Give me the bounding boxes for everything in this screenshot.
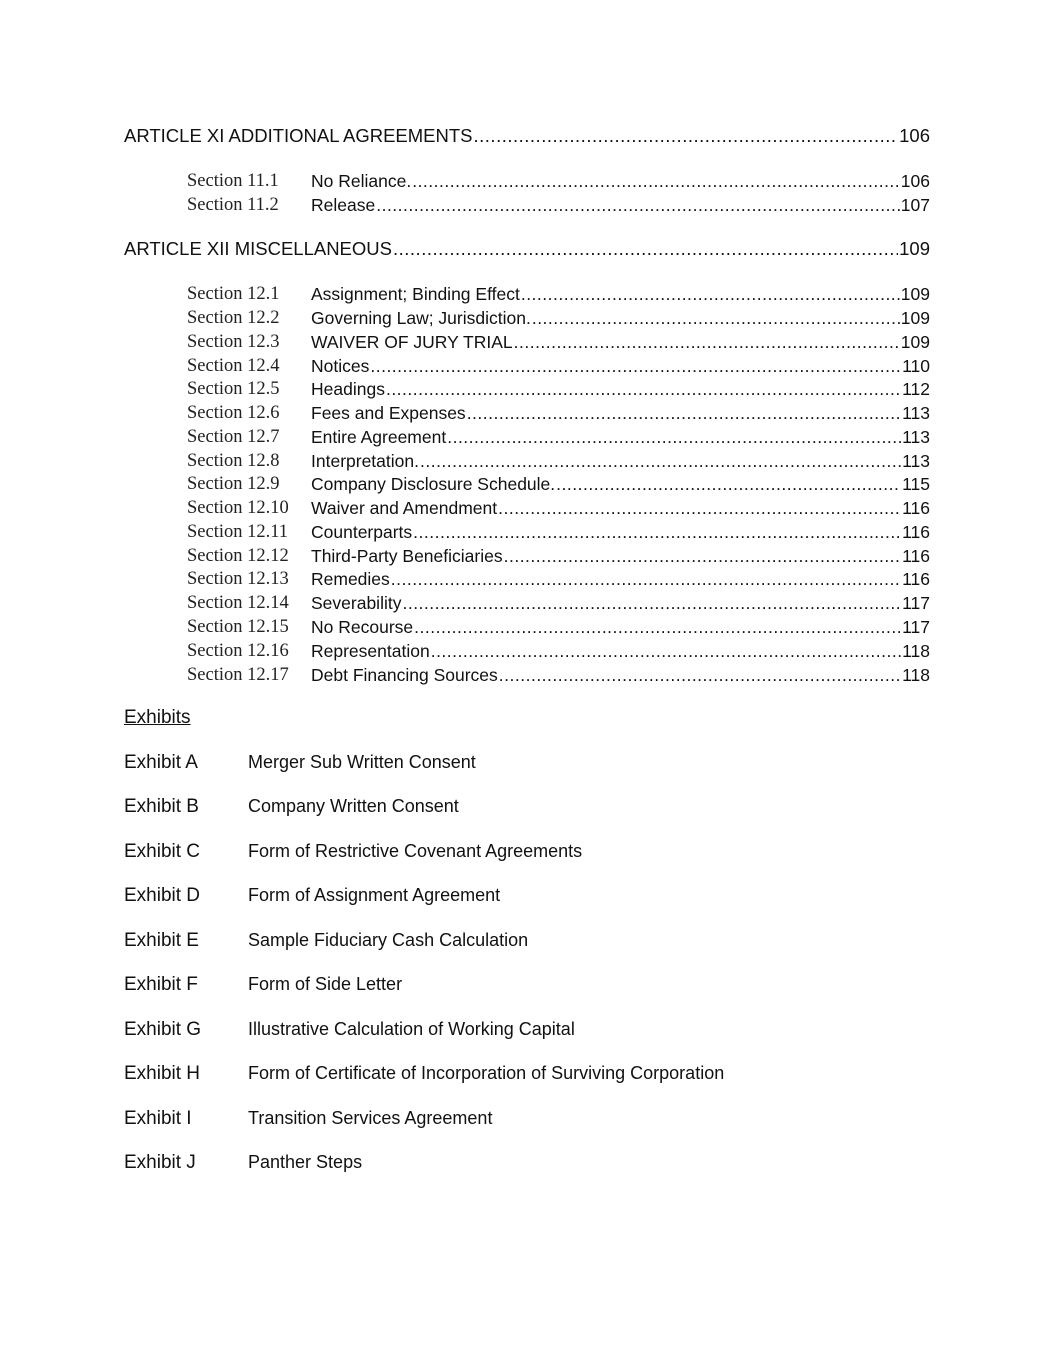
toc-section-line <box>187 640 930 662</box>
toc-section-line <box>187 592 930 614</box>
toc-section-line <box>187 568 930 590</box>
exhibit-row <box>124 1108 492 1132</box>
toc-leader-dots <box>370 355 901 377</box>
exhibit-row <box>124 752 476 776</box>
exhibit-label: Exhibit I <box>124 1108 192 1129</box>
toc-page-number: 109 <box>900 284 930 304</box>
exhibit-title: Transition Services Agreement <box>248 1108 493 1128</box>
toc-section-number: Section 12.12 <box>187 546 289 566</box>
toc-section-line <box>187 473 930 495</box>
exhibit-row <box>124 974 402 998</box>
exhibit-label: Exhibit F <box>124 974 198 995</box>
toc-page-number: 116 <box>902 522 930 542</box>
toc-page-number: 112 <box>902 379 930 399</box>
toc-leader-dots <box>474 125 899 147</box>
toc-page-number: 117 <box>902 617 930 637</box>
toc-leader-dots <box>504 545 901 567</box>
exhibit-label: Exhibit B <box>124 796 199 817</box>
toc-page-number: 116 <box>902 569 930 589</box>
exhibit-label: Exhibit H <box>124 1063 201 1084</box>
toc-section-title: WAIVER OF JURY TRIAL <box>311 332 513 352</box>
toc-section-title: Third-Party Beneficiaries <box>311 546 503 566</box>
exhibit-label: Exhibit G <box>124 1019 202 1040</box>
toc-section-title: Fees and Expenses <box>311 403 466 423</box>
exhibit-title: Form of Assignment Agreement <box>248 885 501 905</box>
toc-leader-dots <box>420 450 901 472</box>
toc-section-title: Assignment; Binding Effect <box>311 284 520 304</box>
toc-section-title: No Recourse <box>311 617 414 637</box>
exhibit-row <box>124 1019 575 1043</box>
toc-page-number: 118 <box>902 665 930 685</box>
toc-section-line <box>187 450 930 472</box>
toc-section-line <box>187 170 930 192</box>
exhibits-heading: Exhibits <box>124 707 191 728</box>
exhibit-label: Exhibit D <box>124 885 201 906</box>
toc-section-title: Severability <box>311 593 402 613</box>
toc-section-title: Remedies <box>311 569 390 589</box>
toc-leader-dots <box>499 664 901 686</box>
toc-section-title: Interpretation. <box>311 451 419 471</box>
toc-leader-dots <box>532 307 900 329</box>
toc-section-line <box>187 355 930 377</box>
exhibit-label: Exhibit C <box>124 841 201 862</box>
toc-section-number: Section 12.6 <box>187 403 280 423</box>
toc-leader-dots <box>556 473 901 495</box>
toc-section-line <box>187 521 930 543</box>
exhibit-title: Panther Steps <box>248 1152 363 1172</box>
toc-leader-dots <box>393 238 898 260</box>
toc-leader-dots <box>498 497 901 519</box>
toc-section-line <box>187 664 930 686</box>
toc-page-number: 109 <box>900 308 930 328</box>
toc-article-line <box>124 125 930 147</box>
exhibit-title: Company Written Consent <box>248 796 459 816</box>
toc-section-line <box>187 426 930 448</box>
toc-leader-dots <box>514 331 900 353</box>
exhibit-label: Exhibit E <box>124 930 199 951</box>
toc-leader-dots <box>431 640 901 662</box>
toc-section-title: Entire Agreement <box>311 427 447 447</box>
toc-section-title: Counterparts <box>311 522 413 542</box>
exhibit-label: Exhibit J <box>124 1152 196 1173</box>
exhibit-label: Exhibit A <box>124 752 198 773</box>
toc-section-number: Section 12.17 <box>187 665 289 685</box>
toc-page-number: 106 <box>899 125 930 146</box>
toc-section-line <box>187 616 930 638</box>
toc-section-line <box>187 545 930 567</box>
toc-page-number: 107 <box>900 195 930 215</box>
exhibit-row <box>124 1063 724 1087</box>
toc-section-line <box>187 497 930 519</box>
toc-section-line <box>187 378 930 400</box>
toc-section-number: Section 12.13 <box>187 569 289 589</box>
toc-leader-dots <box>386 378 901 400</box>
toc-section-number: Section 12.15 <box>187 617 289 637</box>
toc-section-title: Waiver and Amendment <box>311 498 498 518</box>
toc-page-number: 118 <box>902 641 930 661</box>
toc-section-line <box>187 283 930 305</box>
toc-section-number: Section 12.14 <box>187 593 289 613</box>
toc-section-number: Section 11.1 <box>187 171 279 191</box>
toc-page-number: 116 <box>902 498 930 518</box>
toc-page-number: 117 <box>902 593 930 613</box>
toc-section-title: Debt Financing Sources <box>311 665 498 685</box>
toc-leader-dots <box>402 592 901 614</box>
toc-section-number: Section 12.1 <box>187 284 280 304</box>
toc-leader-dots <box>376 194 900 216</box>
exhibit-row <box>124 841 582 865</box>
toc-section-title: Governing Law; Jurisdiction. <box>311 308 531 328</box>
toc-page-number: 116 <box>902 546 930 566</box>
toc-section-title: Notices <box>311 356 370 376</box>
toc-section-title: No Reliance. <box>311 171 412 191</box>
exhibit-title: Merger Sub Written Consent <box>248 752 476 772</box>
toc-article-line <box>124 238 930 260</box>
toc-section-title: Company Disclosure Schedule. <box>311 474 556 494</box>
toc-leader-dots <box>414 616 901 638</box>
toc-page-number: 113 <box>902 403 930 423</box>
exhibit-row <box>124 885 500 909</box>
toc-section-title: Representation <box>311 641 430 661</box>
toc-section-number: Section 12.4 <box>187 356 280 376</box>
exhibit-row <box>124 1152 362 1176</box>
toc-section-number: Section 12.11 <box>187 522 289 542</box>
exhibit-row <box>124 930 528 954</box>
toc-page-number: 109 <box>900 332 930 352</box>
toc-section-number: Section 12.7 <box>187 427 280 447</box>
toc-section-number: Section 12.3 <box>187 332 280 352</box>
toc-section-title: Headings <box>311 379 385 399</box>
exhibit-title: Form of Certificate of Incorporation of Surviving Corporation <box>248 1063 725 1083</box>
toc-section-line <box>187 402 930 424</box>
toc-page-number: 115 <box>902 474 930 494</box>
exhibit-title: Sample Fiduciary Cash Calculation <box>248 930 529 950</box>
toc-page-number: 110 <box>902 356 930 376</box>
toc-leader-dots <box>413 521 901 543</box>
toc-leader-dots <box>391 568 901 590</box>
toc-section-number: Section 12.16 <box>187 641 289 661</box>
toc-leader-dots <box>467 402 901 424</box>
toc-page-number: 113 <box>902 451 930 471</box>
toc-section-line <box>187 194 930 216</box>
toc-article-title: ARTICLE XII MISCELLANEOUS <box>124 238 392 259</box>
toc-section-number: Section 12.8 <box>187 451 280 471</box>
toc-section-number: Section 12.2 <box>187 308 280 328</box>
toc-section-line <box>187 331 930 353</box>
toc-section-number: Section 12.10 <box>187 498 289 518</box>
exhibit-title: Form of Restrictive Covenant Agreements <box>248 841 583 861</box>
toc-section-number: Section 12.9 <box>187 474 280 494</box>
toc-page-number: 113 <box>902 427 930 447</box>
toc-article-title: ARTICLE XI ADDITIONAL AGREEMENTS <box>124 125 473 146</box>
toc-leader-dots <box>447 426 901 448</box>
toc-section-title: Release <box>311 195 376 215</box>
toc-page-number: 109 <box>899 238 930 259</box>
exhibit-title: Form of Side Letter <box>248 974 403 994</box>
toc-leader-dots <box>521 283 900 305</box>
toc-section-number: Section 11.2 <box>187 195 279 215</box>
exhibit-row <box>124 796 459 820</box>
toc-section-number: Section 12.5 <box>187 379 280 399</box>
toc-page-number: 106 <box>900 171 930 191</box>
toc-leader-dots <box>412 170 900 192</box>
exhibit-title: Illustrative Calculation of Working Capital <box>248 1019 575 1039</box>
toc-section-line <box>187 307 930 329</box>
